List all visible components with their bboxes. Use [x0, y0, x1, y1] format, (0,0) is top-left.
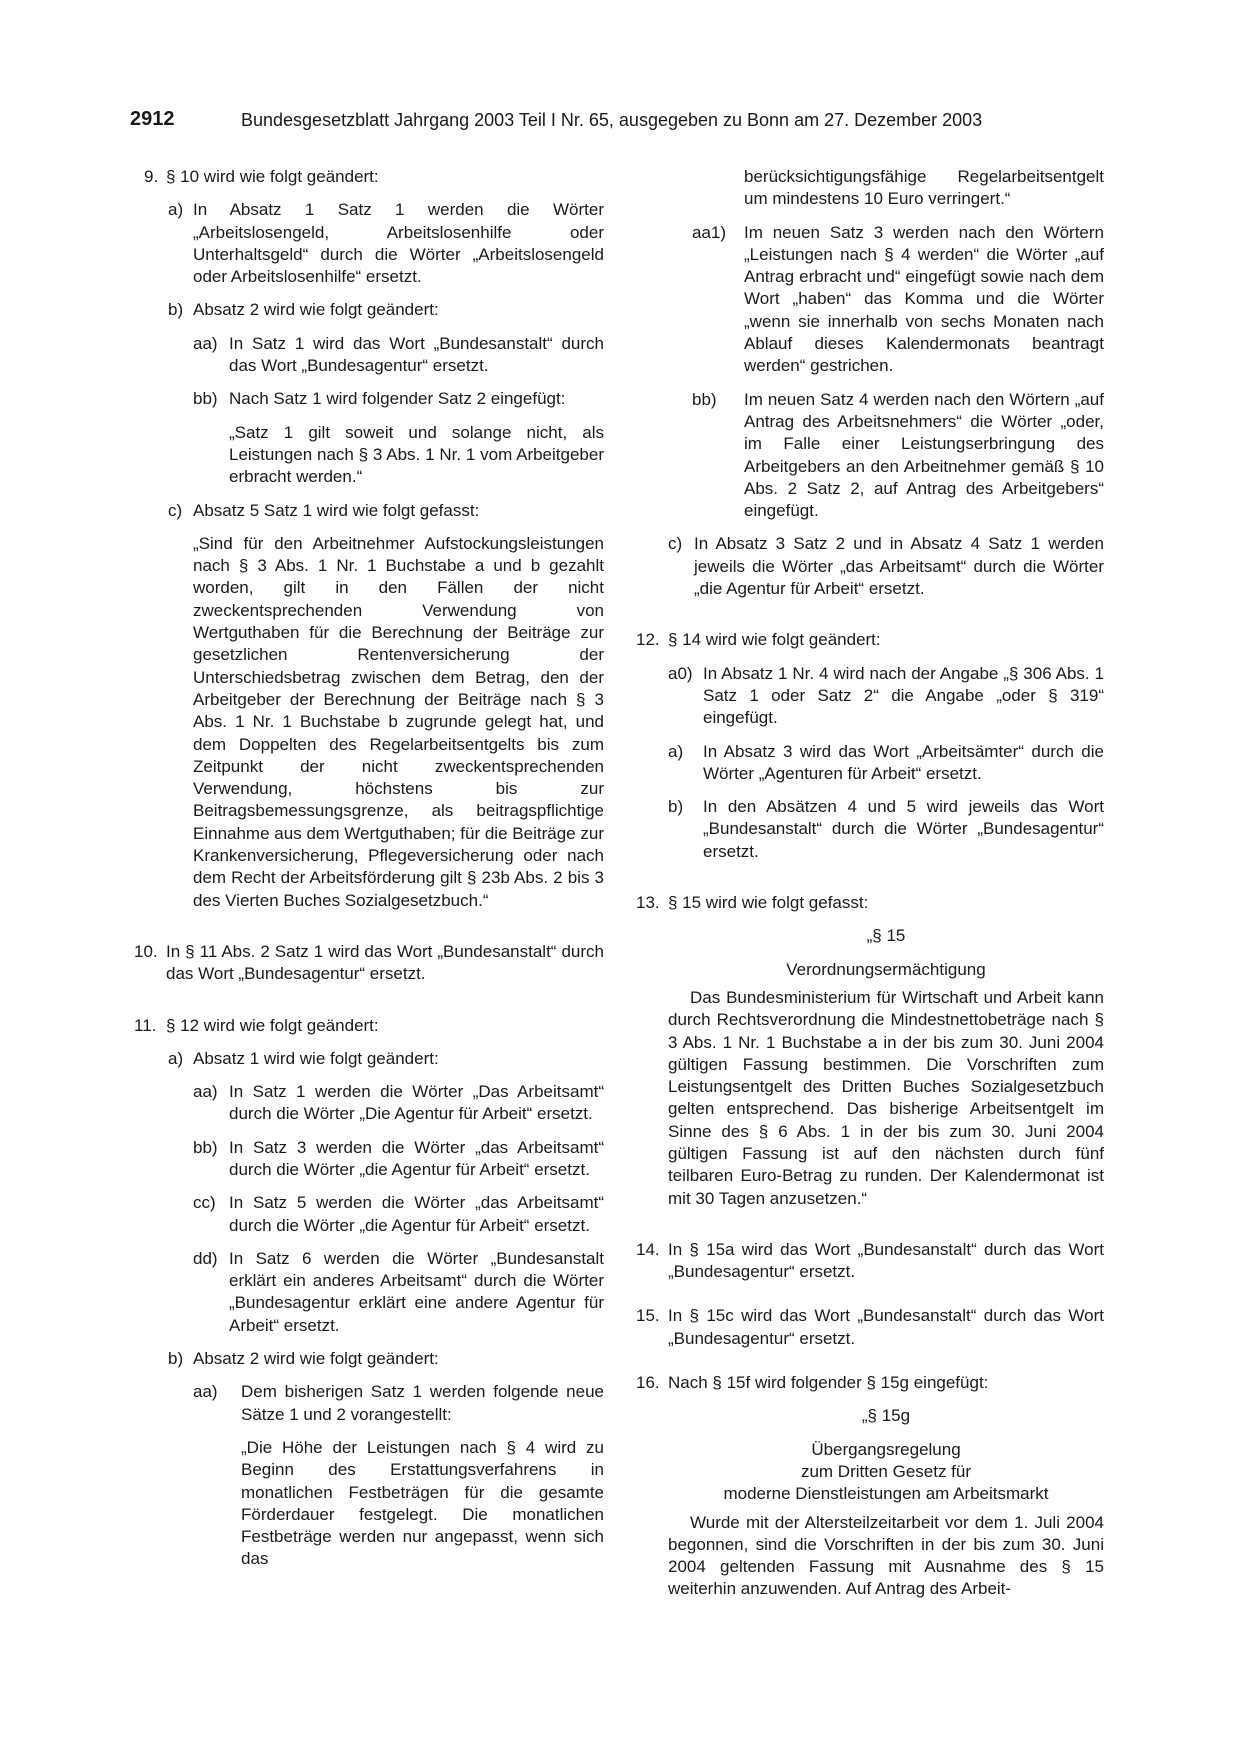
section-title-15g-line3: moderne Dienstleistungen am Arbeitsmarkt: [723, 1484, 1049, 1504]
item-11a-aa: aa) In Satz 1 werden die Wörter „Das Arbeitsamt“ durch die Wörter „Die Agentur für Arbeit“ ersetzt.: [193, 1082, 604, 1124]
item-12: 12. § 14 wird wie folgt geändert:: [636, 630, 881, 650]
section-heading-15g: „§ 15g: [861, 1406, 911, 1426]
item-11a-bb: bb) In Satz 3 werden die Wörter „das Arbeitsamt“ durch die Wörter „die Agentur für Arbeit“ ersetzt.: [193, 1137, 604, 1179]
item-11b-bb: bb) Im neuen Satz 4 werden nach den Wörtern „auf Antrag des Arbeitsnehmers“ die Wörter „oder, im Falle einer Leistungserbringung des Arbeitgebers an den Arbeitnehmer gemäß § 10 Abs. 2 Satz 2, auf Antrag des Arbeitgebers“ eingefügt.: [692, 389, 1104, 521]
gazette-title: Bundesgesetzblatt Jahrgang 2003 Teil I Nr. 65, ausgegeben zu Bonn am 27. Dezember 2003: [241, 110, 983, 130]
section-title-15g-line2: zum Dritten Gesetz für: [800, 1461, 972, 1481]
quote-absatz-5: „Sind für den Arbeitnehmer Aufstockungsleistungen nach § 3 Abs. 1 Nr. 1 Buchstabe a und b gezahlt worden, gilt in den Fällen der nicht zweckentsprechenden Verwendung von Wertguthaben für die Berechnung der Beiträge zur gesetzlichen Rentenversicherung der Unterschiedsbetrag zwischen dem Betrag, den der Arbeitgeber der Berechnung der Beiträge nach § 3 Abs. 1 Nr. 1 Buchstabe b zugrunde gelegt hat, und dem Doppelten des Regelarbeitsentgelts bis zum Zeitpunkt der nicht zweckentsprechenden Verwendung, höchstens bis zur Beitragsbemessungsgrenze, als beitragspflichtige Einnahme aus dem Wertguthaben; für die Beiträge zur Krankenversicherung, Pflegeversicherung oder nach dem Recht der Arbeitsförderung gilt § 23b Abs. 2 bis 3 des Vierten Buches Sozialgesetzbuch.“: [193, 533, 604, 910]
page-number: 2912: [130, 108, 175, 130]
item-9b-aa: aa) In Satz 1 wird das Wort „Bundesanstalt“ durch das Wort „Bundesagentur“ ersetzt.: [193, 333, 604, 376]
item-12-a: a) In Absatz 3 wird das Wort „Arbeitsämter“ durch die Wörter „Agenturen für Arbeit“ ersetzt.: [668, 741, 1104, 783]
quote-festbetraege: „Die Höhe der Leistungen nach § 4 wird zu Beginn des Erstattungsverfahrens in monatlichen Festbeträgen für die gesamte Förderdauer festgelegt. Die monatlichen Festbeträge werden nur angepasst, wenn sich das: [241, 1437, 604, 1569]
quote-satz-1: „Satz 1 gilt soweit und solange nicht, als Leistungen nach § 3 Abs. 1 Nr. 1 vom Arbeitgeber erbracht werden.“: [229, 422, 604, 487]
item-11a: a) Absatz 1 wird wie folgt geändert:: [168, 1048, 439, 1068]
item-9: 9. § 10 wird wie folgt geändert:: [144, 167, 379, 186]
section-15g-body: Wurde mit der Altersteilzeitarbeit vor dem 1. Juli 2004 begonnen, sind die Vorschriften in der bis zum 30. Juni 2004 geltenden Fassung mit Ausnahme des § 15 weiterhin anzuwenden. Auf Antrag des Arbeit-: [668, 1512, 1104, 1599]
item-11b-aa1: aa1) Im neuen Satz 3 werden nach den Wörtern „Leistungen nach § 4 werden“ die Wörter „auf Antrag erbracht und“ eingefügt sowie nach dem Wort „haben“ das Komma und die Wörter „wenn sie innerhalb von sechs Monaten nach Ablauf dieses Kalendermonats beantragt werden“ gestrichen.: [692, 222, 1104, 376]
section-15-body: Das Bundesministerium für Wirtschaft und Arbeit kann durch Rechtsverordnung die Mindestnettobeträge nach § 3 Abs. 1 Nr. 1 Buchstabe a in der bis zum 30. Juni 2004 gültigen Fassung bestimmen. Die Vorschriften zum Leistungsentgelt des Dritten Buches Sozialgesetzbuch gelten entsprechend. Das bisherige Arbeitsentgelt im Sinne des § 6 Abs. 1 in der bis zum 30. Juni 2004 gültigen Fassung ist auf den nächsten durch fünf teilbaren Euro-Betrag zu runden. Der Kalendermonat ist mit 30 Tagen anzusetzen.“: [668, 987, 1104, 1208]
item-11a-dd: dd) In Satz 6 werden die Wörter „Bundesanstalt erklärt ein anderes Arbeitsamt“ durch die Wörter „Bundesagentur erklärt eine andere Agentur für Arbeit“ ersetzt.: [193, 1248, 604, 1335]
item-9a: a) In Absatz 1 Satz 1 werden die Wörter „Arbeitslosengeld, Arbeitslosenhilfe oder Unterhaltsgeld“ durch die Wörter „Arbeitslosengeld oder Arbeitslosenhilfe“ ersetzt.: [168, 200, 604, 287]
item-16: 16. Nach § 15f wird folgender § 15g eingefügt:: [636, 1373, 989, 1393]
item-12-b: b) In den Absätzen 4 und 5 wird jeweils das Wort „Bundesanstalt“ durch die Wörter „Bundesagentur“ ersetzt.: [668, 797, 1104, 861]
item-11c: c) In Absatz 3 Satz 2 und in Absatz 4 Satz 1 werden jeweils die Wörter „das Arbeitsamt“ durch die Wörter „die Agentur für Arbeit“ ersetzt.: [668, 534, 1104, 599]
right-column: [636, 166, 1104, 1601]
item-14: 14. In § 15a wird das Wort „Bundesanstalt“ durch das Wort „Bundesagentur“ ersetzt.: [636, 1239, 1104, 1282]
left-column: [134, 166, 604, 1571]
section-title-15: Verordnungsermächtigung: [786, 959, 986, 979]
quote-continuation: berücksichtigungsfähige Regelarbeitsentgelt um mindestens 10 Euro verringert.“: [744, 167, 1104, 209]
item-9c: c) Absatz 5 Satz 1 wird wie folgt gefasst:: [168, 500, 480, 520]
item-12-a0: a0) In Absatz 1 Nr. 4 wird nach der Angabe „§ 306 Abs. 1 Satz 1 oder Satz 2“ die Angabe „oder § 319“ eingefügt.: [668, 663, 1104, 728]
item-9b: b) Absatz 2 wird wie folgt geändert:: [168, 300, 439, 320]
section-heading-15: „§ 15: [866, 926, 906, 946]
item-13: 13. § 15 wird wie folgt gefasst:: [636, 893, 869, 913]
item-11: 11. § 12 wird wie folgt geändert:: [134, 1015, 379, 1035]
item-9b-bb: bb) Nach Satz 1 wird folgender Satz 2 eingefügt:: [193, 389, 566, 409]
item-11b: b) Absatz 2 wird wie folgt geändert:: [168, 1349, 439, 1369]
item-11a-cc: cc) In Satz 5 werden die Wörter „das Arbeitsamt“ durch die Wörter „die Agentur für Arbeit“ ersetzt.: [193, 1193, 604, 1235]
item-15: 15. In § 15c wird das Wort „Bundesanstalt“ durch das Wort „Bundesagentur“ ersetzt.: [636, 1306, 1104, 1348]
section-title-15g-line1: Übergangsregelung: [811, 1439, 961, 1459]
item-10: 10. In § 11 Abs. 2 Satz 1 wird das Wort „Bundesanstalt“ durch das Wort „Bundesagentur“ ersetzt.: [134, 941, 604, 984]
item-11b-aa: aa) Dem bisherigen Satz 1 werden folgende neue Sätze 1 und 2 vorangestellt:: [193, 1382, 604, 1424]
